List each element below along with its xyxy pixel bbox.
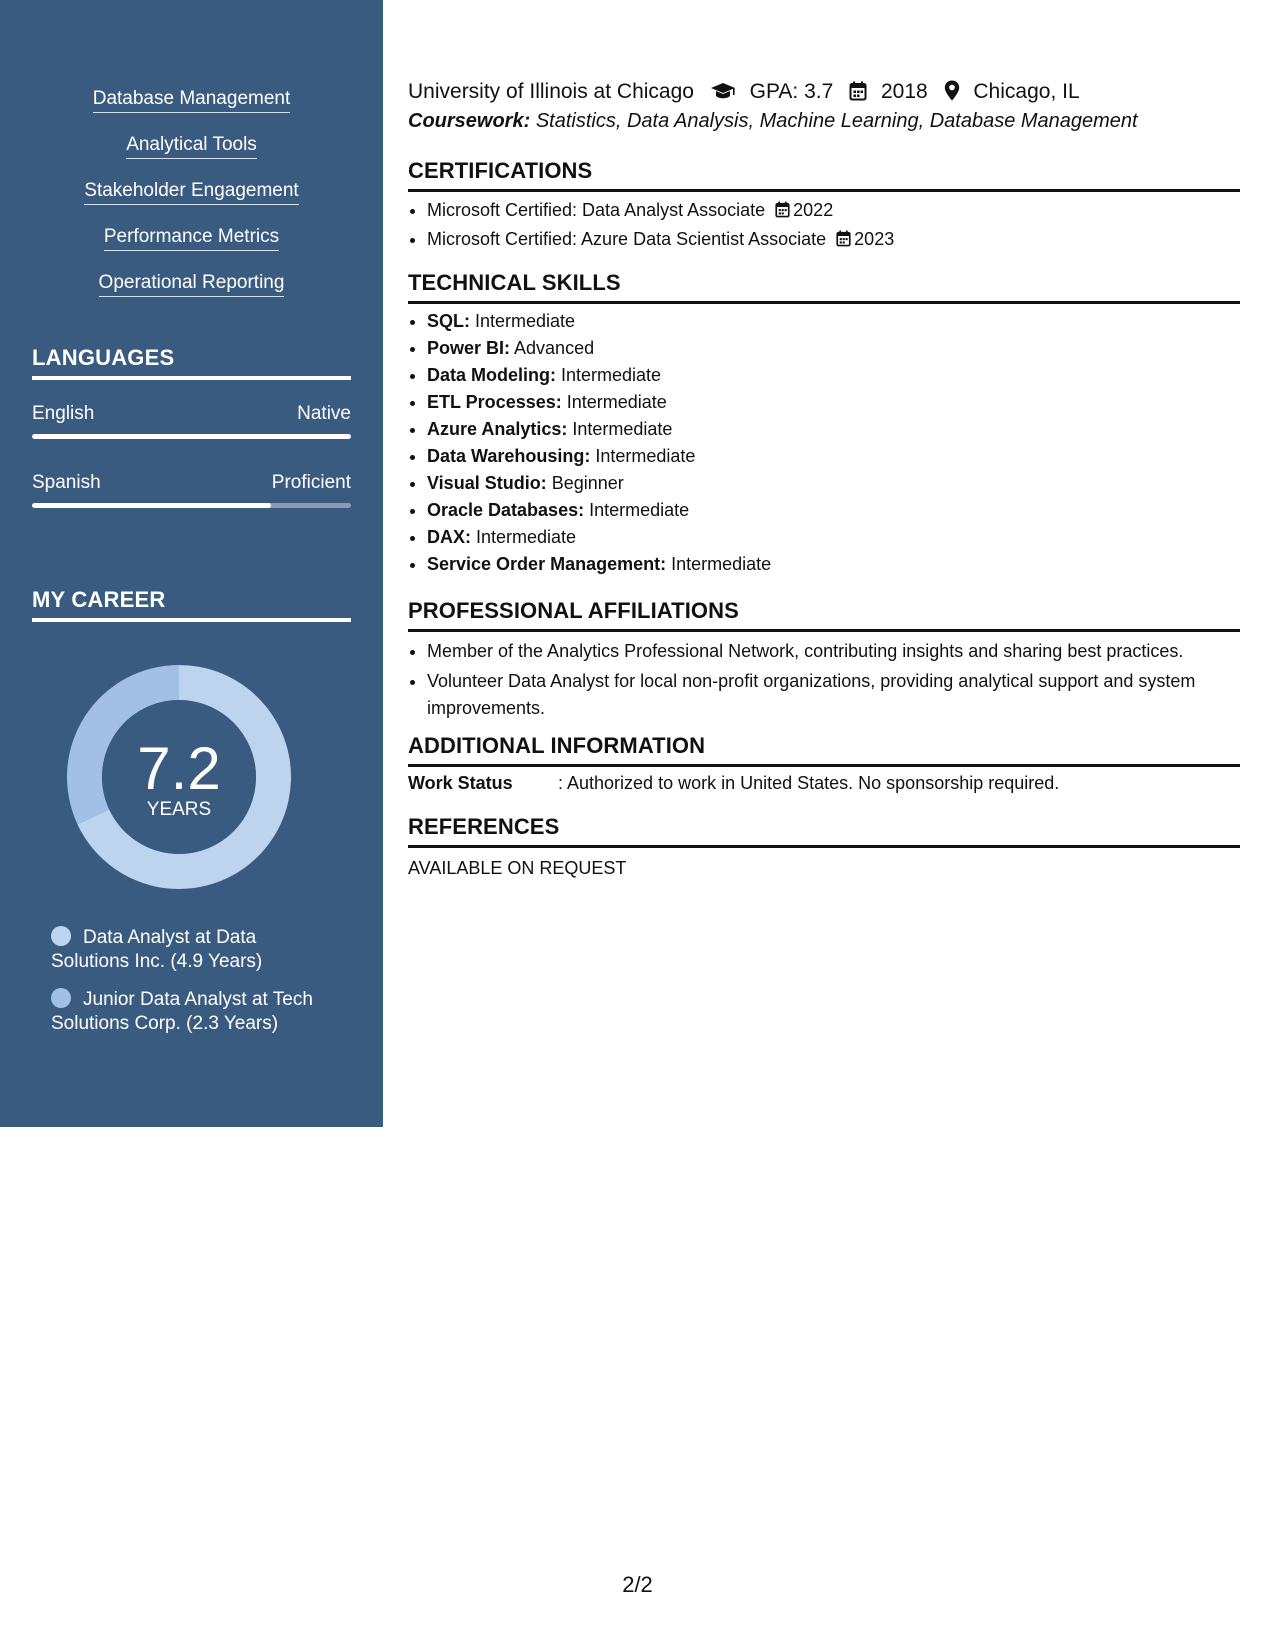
skill-link[interactable]: Database Management [93,88,291,113]
certifications-heading: CERTIFICATIONS [408,158,1240,192]
career-legend-label: Data Analyst at Data Solutions Inc. (4.9 Years) [51,927,263,972]
certification-item [427,226,1239,255]
calendar-icon [849,81,867,107]
skill-name: ETL Processes: [427,392,562,412]
coursework-list: Statistics, Data Analysis, Machine Learning, Database Management [535,110,1138,132]
additional-info-heading: ADDITIONAL INFORMATION [408,733,1240,767]
technical-skill-item [427,551,1239,578]
skill-name: SQL: [427,311,470,331]
career-total-years: 7.2 [137,735,221,802]
languages-heading: LANGUAGES [32,345,351,380]
skill-link[interactable]: Stakeholder Engagement [84,180,298,205]
education-school: University of Illinois at Chicago [408,80,694,103]
career-legend-item [51,988,331,1036]
education-line [408,80,1080,107]
certification-item [427,197,1239,226]
calendar-icon [836,228,851,255]
technical-skills-list [408,308,1239,578]
skill-link[interactable]: Operational Reporting [99,272,285,297]
language-level: Proficient [271,472,351,493]
language-proficiency-fill [32,434,351,439]
coursework-line [408,110,1138,133]
skill-level: Intermediate [475,311,576,331]
certification-name: Microsoft Certified: Azure Data Scientist Associate [427,229,827,249]
skill-level: Intermediate [476,527,577,547]
education-gpa: GPA: 3.7 [749,80,834,103]
technical-skill-item [427,335,1239,362]
location-pin-icon [944,80,960,107]
skill-name: Azure Analytics: [427,419,568,439]
language-name: English [32,403,95,424]
skill-level: Advanced [514,338,595,358]
career-legend-item [51,926,331,974]
education-year: 2018 [880,80,928,103]
work-status-row [408,773,1059,794]
coursework-label: Coursework: [408,110,531,132]
certification-name: Microsoft Certified: Data Analyst Associate [427,200,766,220]
technical-skill-item [427,389,1239,416]
affiliations-list [408,638,1239,725]
references-text: AVAILABLE ON REQUEST [408,858,627,878]
skill-level: Intermediate [589,500,690,520]
skill-name: DAX: [427,527,471,547]
language-proficiency-bar [32,503,351,508]
work-status-label: Work Status [408,773,513,793]
skill-name: Oracle Databases: [427,500,585,520]
skill-level: Intermediate [572,419,673,439]
skill-level: Beginner [551,473,624,493]
technical-skill-item [427,524,1239,551]
technical-skill-item [427,443,1239,470]
technical-skill-item [427,416,1239,443]
career-legend-label: Junior Data Analyst at Tech Solutions Corp. (2.3 Years) [51,989,313,1034]
affiliation-item: • Volunteer Data Analyst for local non-profit organizations, providing analytical support and system improvements. [427,668,1239,722]
language-level: Native [297,403,351,424]
skill-name: Service Order Management: [427,554,667,574]
sidebar [0,0,383,1127]
skill-level: Intermediate [561,365,662,385]
certification-year: 2022 [793,200,834,220]
career-heading: MY CAREER [32,587,351,622]
skill-level: Intermediate [671,554,772,574]
skill-link[interactable]: Performance Metrics [104,226,279,251]
language-name: Spanish [32,472,101,493]
skill-name: Visual Studio: [427,473,547,493]
language-proficiency-fill [32,503,271,508]
technical-skills-heading: TECHNICAL SKILLS [408,270,1240,304]
skill-link[interactable]: Analytical Tools [126,134,257,159]
skills-list [0,88,383,318]
technical-skill-item [427,497,1239,524]
legend-dot-icon [51,926,71,946]
legend-dot-icon [51,988,71,1008]
technical-skill-item [427,308,1239,335]
certification-year: 2023 [854,229,895,249]
skill-level: Intermediate [595,446,696,466]
affiliation-item: • Member of the Analytics Professional Network, contributing insights and sharing best practices. [427,638,1239,665]
references-heading: REFERENCES [408,814,1240,848]
technical-skill-item [427,362,1239,389]
certifications-list [408,197,1239,255]
language-proficiency-bar [32,434,351,439]
skill-level: Intermediate [566,392,667,412]
education-location: Chicago, IL [973,80,1080,103]
calendar-icon [775,199,790,226]
page-number: 2/2 [622,1572,653,1597]
technical-skill-item [427,470,1239,497]
affiliations-heading: PROFESSIONAL AFFILIATIONS [408,598,1240,632]
work-status-value: : Authorized to work in United States. No sponsorship required. [558,773,1060,793]
language-row [32,403,351,425]
skill-name: Data Modeling: [427,365,556,385]
career-total-unit: YEARS [146,799,212,820]
skill-name: Power BI: [427,338,511,358]
graduation-cap-icon [710,81,736,107]
skill-name: Data Warehousing: [427,446,591,466]
language-row [32,472,351,494]
